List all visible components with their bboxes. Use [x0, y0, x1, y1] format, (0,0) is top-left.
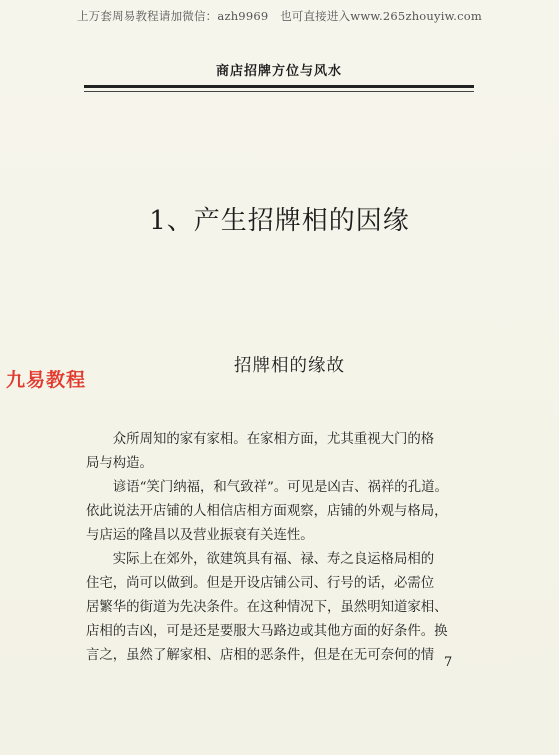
text-line: 居繁华的街道为先决条件。在这种情况下，虽然明知道家相、 [86, 600, 448, 615]
body-text [86, 428, 478, 668]
text-line: 谚语“笑门纳福，和气致祥”。可见是凶吉、祸祥的孔道。 [112, 480, 448, 495]
header-rule-thick [84, 85, 474, 88]
chapter-title: 1、产生招牌相的因缘 [149, 206, 410, 236]
header-rule-thin [84, 91, 474, 92]
watermark-banner: 上万套周易教程请加微信：azh9969 也可直接进入www.265zhouyiw.com [76, 9, 483, 23]
text-line: 与店运的隆昌以及营业振衰有关连性。 [86, 528, 314, 543]
text-line: 局与构造。 [86, 456, 153, 471]
paragraph-1 [86, 428, 478, 476]
text-line: 实际上在郊外，欲建筑具有福、禄、寿之良运格局相的 [112, 552, 435, 567]
section-title: 招牌相的缘故 [234, 356, 345, 376]
paragraph-3 [86, 548, 478, 668]
watermark-stamp: 九易教程 [6, 369, 87, 391]
text-line: 店相的吉凶，可是还是要服大马路边或其他方面的好条件。换 [86, 624, 448, 639]
page-number: 7 [444, 655, 453, 670]
text-line: 言之，虽然了解家相、店相的恶条件，但是在无可奈何的情 [86, 648, 435, 663]
paragraph-2 [86, 476, 478, 548]
text-line: 众所周知的家有家相。在家相方面，尤其重视大门的格 [112, 432, 435, 447]
running-head: 商店招牌方位与风水 [215, 64, 342, 79]
text-line: 依此说法开店铺的人相信店相方面观察，店铺的外观与格局， [86, 504, 448, 519]
text-line: 住宅，尚可以做到。但是开设店铺公司、行号的话，必需位 [86, 576, 435, 591]
